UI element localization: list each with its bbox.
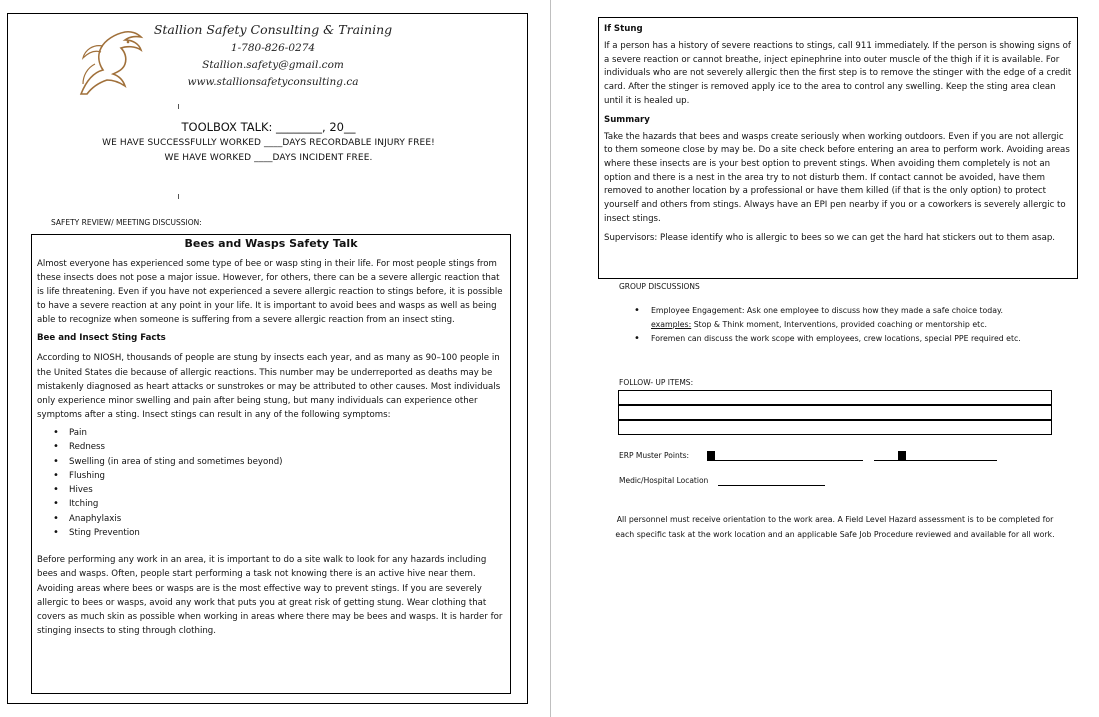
engagement-text: Employee Engagement: Ask one employee to discuss how they made a safe choice today.: [651, 306, 1004, 315]
company-email: Stallion.safety@gmail.com: [202, 59, 344, 71]
if-stung-heading: If Stung: [604, 24, 643, 34]
header-tick: [178, 104, 179, 109]
document-page-1: [7, 13, 528, 704]
examples-label: examples:: [651, 320, 692, 329]
list-item: • Swelling (in area of sting and sometimes beyond): [53, 455, 505, 469]
facts-heading: Bee and Insect Sting Facts: [37, 333, 166, 344]
list-item: • Flushing: [53, 469, 505, 483]
follow-up-label: FOLLOW- UP ITEMS:: [619, 378, 694, 387]
symptoms-list: [53, 426, 505, 540]
talk-title: Bees and Wasps Safety Talk: [184, 237, 358, 250]
erp-marker: [898, 451, 906, 460]
recordable-days-line: WE HAVE SUCCESSFULLY WORKED ____DAYS RECORDABLE INJURY FREE!: [102, 138, 435, 148]
follow-up-row[interactable]: [618, 390, 1052, 405]
header-tick: [178, 194, 179, 199]
list-item: • Itching: [53, 497, 505, 511]
list-item: • Foremen can discuss the work scope with employees, crew locations, special PPE required etc.: [632, 332, 1072, 346]
erp-marker: [707, 451, 715, 460]
erp-muster-field-2[interactable]: [874, 460, 997, 461]
follow-up-row[interactable]: [618, 405, 1052, 420]
erp-muster-label: ERP Muster Points:: [619, 451, 690, 460]
list-item: • Redness: [53, 440, 505, 454]
examples-text: Stop & Think moment, Interventions, provided coaching or mentorship etc.: [691, 320, 987, 329]
page-separator: [550, 0, 551, 717]
company-phone: 1-780-826-0274: [230, 42, 316, 54]
list-item: • Pain: [53, 426, 505, 440]
orientation-note: All personnel must receive orientation to the work area. A Field Level Hazard assessment is to be completed for each specific task at the work location and an applicable Safe Job Procedure reviewed and available for all work.: [615, 515, 1055, 539]
group-discussions-heading: GROUP DISCUSSIONS: [619, 282, 700, 291]
toolbox-talk-title: TOOLBOX TALK: ________, 20__: [181, 120, 356, 134]
company-name: Stallion Safety Consulting & Training: [153, 22, 393, 37]
summary-paragraph: Take the hazards that bees and wasps create seriously when working outdoors. Even if you are not allergic to them someone close by may be. Do a site check before entering an area to perform work. Avoiding areas where these insects are is your best option to prevent stings. When avoiding them completely is not an option and there is a nest in the area try to not disturb them. If contact cannot be avoided, have them removed to another location by a professional or have them killed (if that is the only option) to protect yourself and others from stings. Always have an EPI pen nearby if you or a coworkers is severely allergic to insect stings.: [604, 131, 1070, 224]
facts-paragraph: According to NIOSH, thousands of people are stung by insects each year, and as many as 90–100 people in the United States die because of allergic reactions. This number may be underreported as deaths may be mistakenly diagnosed as heart attacks or sunstrokes or may be attributed to other causes. Most individuals only experience minor swelling and pain after being stung, but many individuals can experience other symptoms after a sting. Insect stings can result in any of the following symptoms:: [37, 353, 501, 420]
summary-heading: Summary: [604, 114, 650, 125]
horse-logo: [73, 24, 148, 102]
supervisors-note: Supervisors: Please identify who is allergic to bees so we can get the hard hat stickers out to them asap.: [604, 233, 1056, 244]
medic-location-field[interactable]: [718, 485, 825, 486]
intro-paragraph: Almost everyone has experienced some type of bee or wasp sting in their life. For most people stings from these insects does not pose a major issue. However, for others, there can be a severe allergic reaction that is life threatening. Even if you have not experienced a severe allergic reaction to stings before, it is possible to have a severe reaction at any point in your life. It is important to avoid bees and wasps as well as being able to recognize when someone is suffering from a severe allergic reaction from an insect sting.: [37, 259, 503, 326]
list-item: • Anaphylaxis: [53, 512, 505, 526]
safety-review-label: SAFETY REVIEW/ MEETING DISCUSSION:: [51, 218, 202, 227]
list-item: • Sting Prevention: [53, 526, 505, 540]
medic-location-label: Medic/Hospital Location: [619, 476, 709, 485]
follow-up-row[interactable]: [618, 420, 1052, 435]
company-header: [153, 22, 393, 88]
incident-days-line: WE HAVE WORKED ____DAYS INCIDENT FREE.: [164, 153, 373, 163]
company-website: www.stallionsafetyconsulting.ca: [187, 76, 359, 88]
safety-talk-box: [31, 234, 511, 694]
list-item: • Hives: [53, 483, 505, 497]
prevention-paragraph: Before performing any work in an area, it is important to do a site walk to look for any hazards including bees and wasps. Often, people start performing a task not knowing there is an active hive near them. Avoiding areas where bees or wasps are is the most effective way to prevent stings. If you are severely allergic to bees or wasps, avoid any work that puts you at great risk of getting stung. Wear clothing that covers as much skin as possible when working in areas where there may be bees and wasps. It is harder for stinging insects to sting through clothing.: [37, 555, 503, 636]
group-discussions-list: [632, 304, 1072, 346]
if-stung-box: [598, 17, 1078, 279]
erp-muster-field-1[interactable]: [707, 460, 863, 461]
if-stung-paragraph: If a person has a history of severe reactions to stings, call 911 immediately. If the person is showing signs of a severe reaction or cannot breathe, inject epinephrine into outer muscle of the thigh if it is available. For individuals who are not severely allergic then the first step is to remove the stinger with the edge of a credit card. After the stinger is removed apply ice to the area to control any swelling. Keep the sting area clean until it is healed up.: [604, 41, 1072, 106]
list-item: [632, 304, 1072, 332]
